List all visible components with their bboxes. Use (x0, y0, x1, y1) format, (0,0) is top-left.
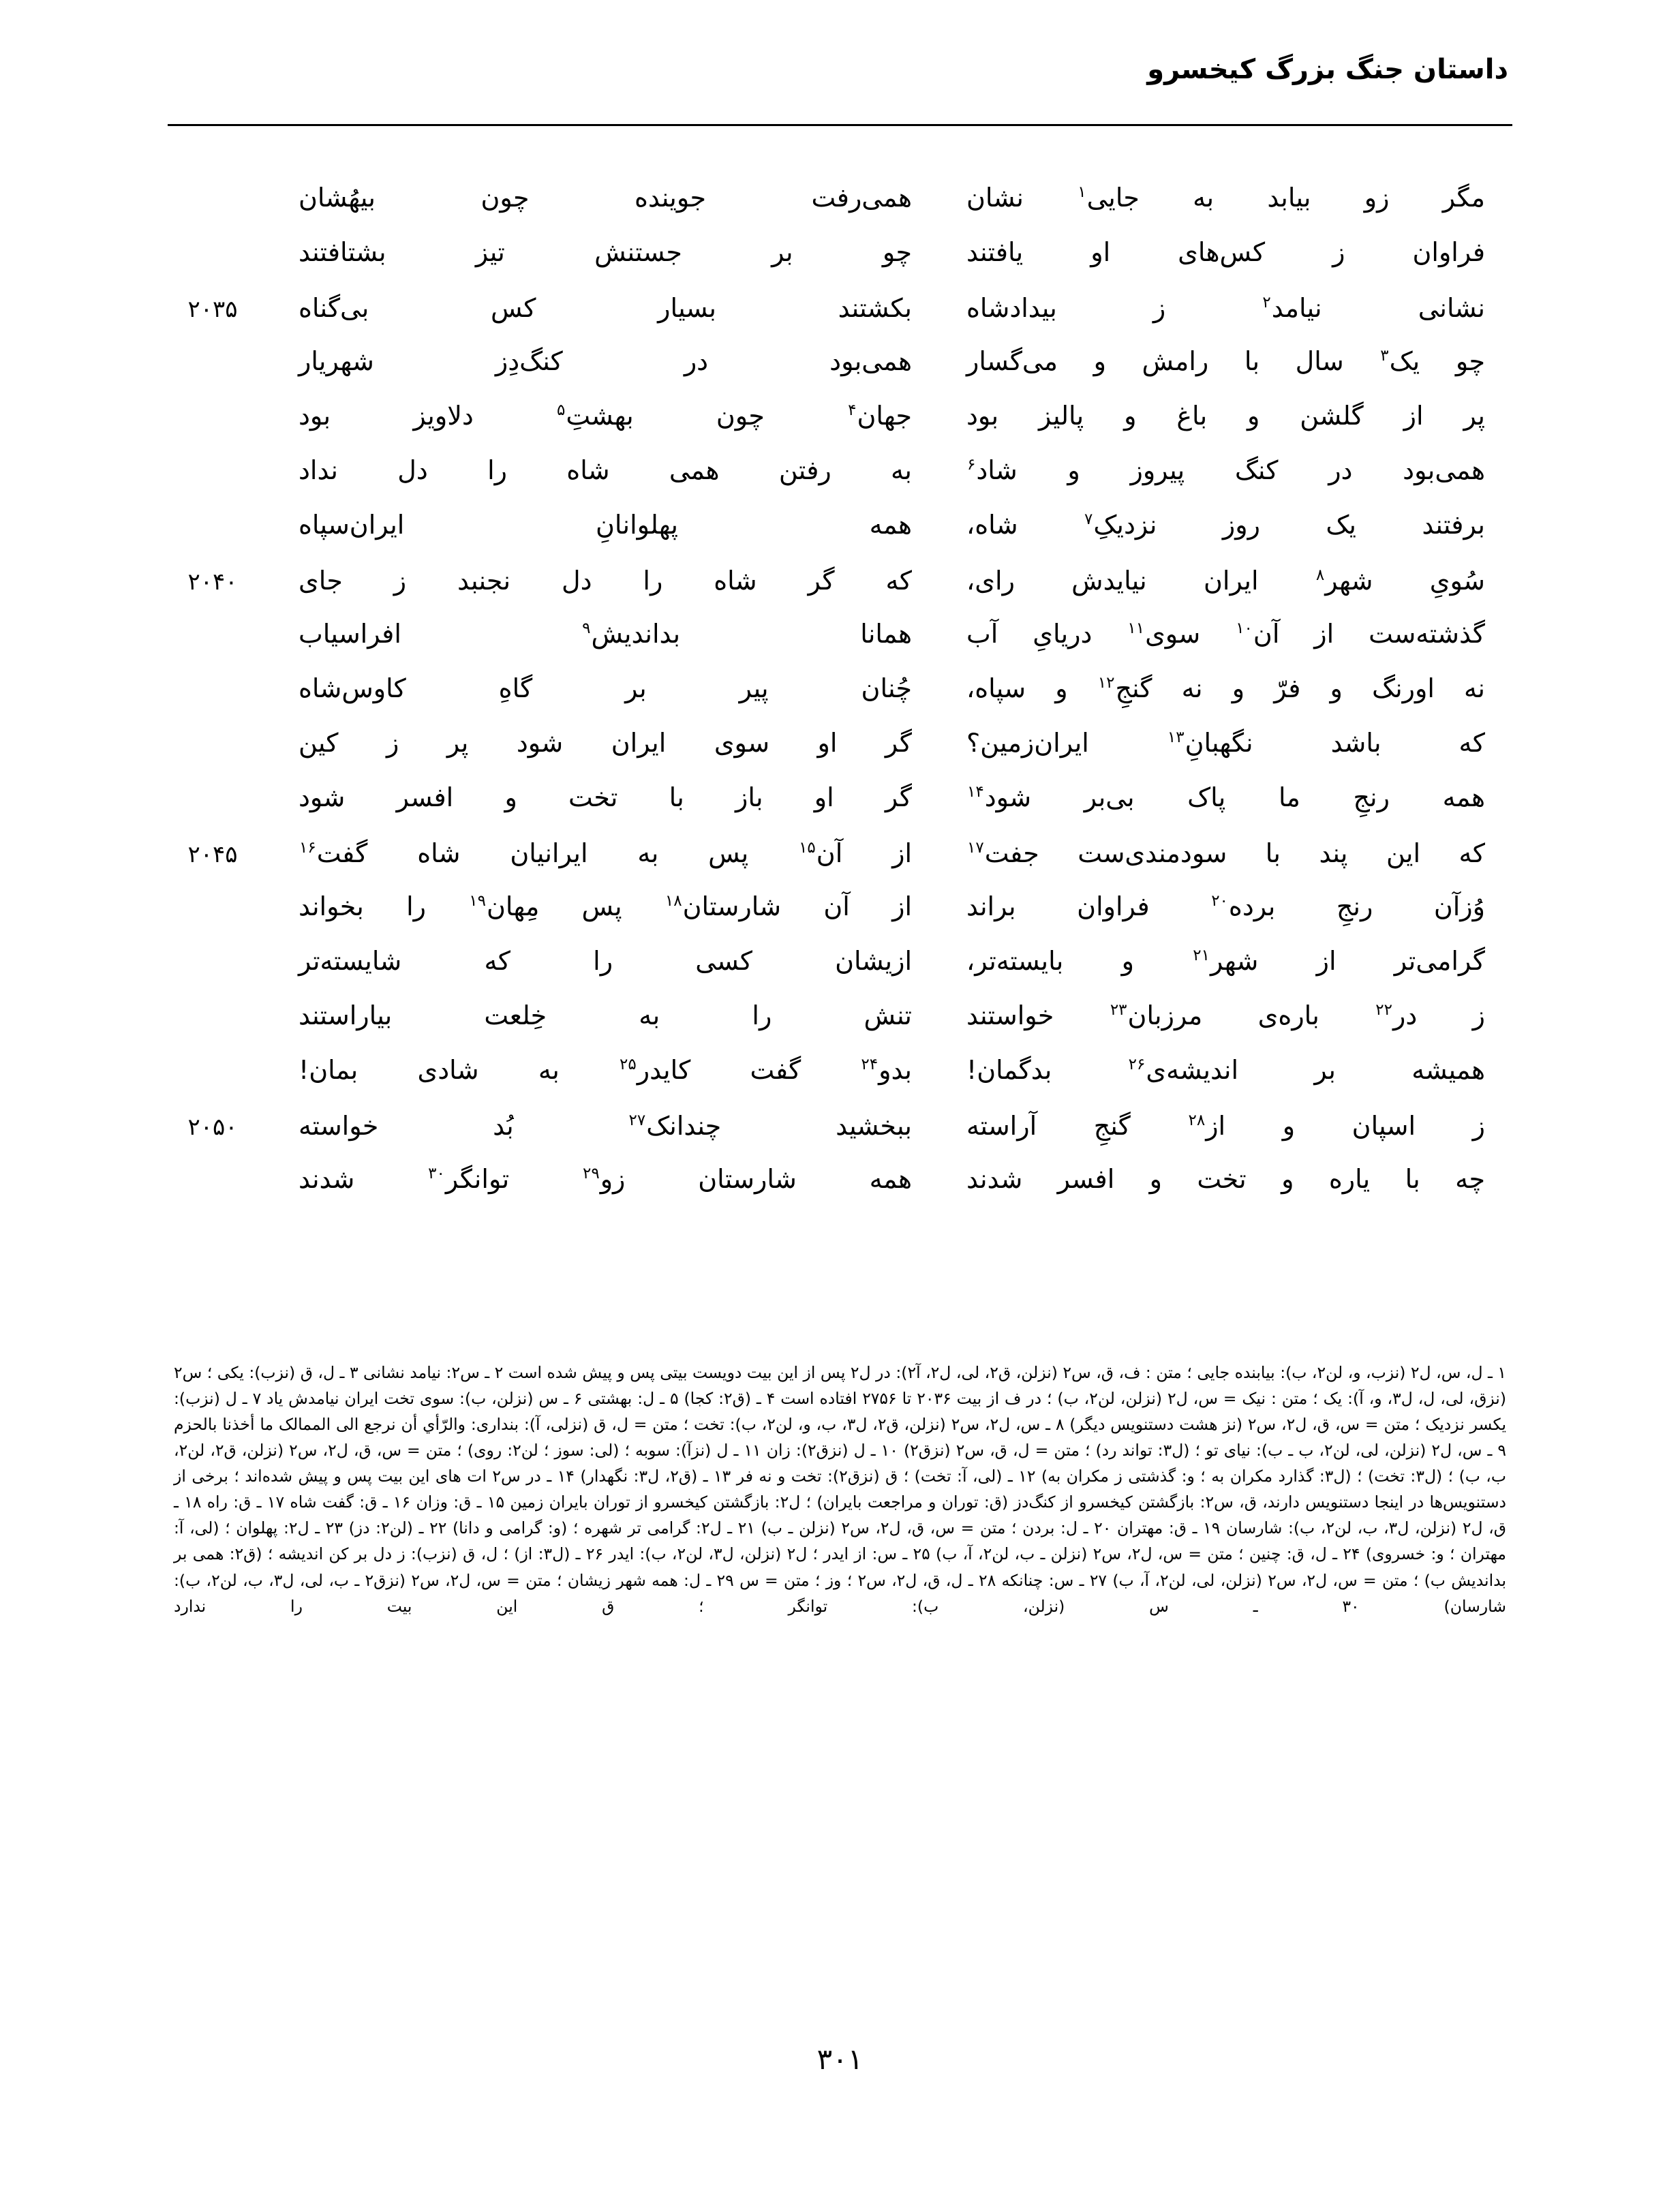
verse-row (168, 1000, 1512, 1055)
verse-row (168, 564, 1512, 619)
hemistich-second: فراوان ز کس‌های او یافتند (966, 237, 1485, 267)
hemistich-second: گرامی‌تر از شهر$^{۲۱}$ و بایسته‌تر، (966, 946, 1485, 976)
hemistich-second: همه رنجِ ما پاک بی‌بر شود$^{۱۴}$ (967, 782, 1485, 812)
hemistich-first: بدو$^{۲۴}$ گفت کایدر$^{۲۵}$ به شادی بمان! (299, 1055, 912, 1085)
hemistich-second: گذشته‌ست از آن$^{۱۰}$ سوی$^{۱۱}$ دریایِ آب (966, 619, 1485, 649)
hemistich-first: از آن$^{۱۵}$ پس به ایرانیان شاه گفت$^{۱۶}$ (299, 838, 912, 868)
hemistich-first: که گر شاه را دل نجنبد ز جای (299, 566, 912, 596)
verse-row (168, 1055, 1512, 1109)
hemistich-first: همه پهلوانانِ ایران‌سپاه (299, 510, 912, 540)
verse-row (168, 782, 1512, 837)
verse-number (168, 1020, 258, 1024)
hemistich-first: چُنان پیر بر گاهِ کاوس‌شاه (299, 673, 912, 703)
verse-number: ۲۰۴۰ (187, 568, 238, 596)
hemistich-second: ز اسپان و از$^{۲۸}$ گنجِ آراسته (966, 1111, 1485, 1141)
hemistich-first: ببخشید چندانک$^{۲۷}$ بُد خواسته (299, 1111, 913, 1141)
hemistich-first: جهان$^۴$ چون بهشتِ$^۵$ دلاویز بود (299, 401, 912, 431)
running-head (172, 52, 1508, 100)
hemistich-second: سُویِ شهر$^۸$ ایران نیایدش رای، (966, 566, 1485, 596)
hemistich-second: وُزآن رنجِ برده$^{۲۰}$ فراوان براند (966, 891, 1485, 921)
hemistich-first: همه شارستان زو$^{۲۹}$ توانگر$^{۳۰}$ شدند (299, 1164, 912, 1194)
verse-row (168, 183, 1512, 237)
verse-row (168, 401, 1512, 455)
hemistich-second: برفتند یک روز نزدیکِ$^۷$ شاه، (966, 510, 1486, 540)
hemistich-first: همی‌رفت جوینده چون بیهُشان (299, 183, 912, 213)
verse-number (168, 530, 258, 534)
footnotes-text: ۱ ـ ل، س، ل٢ (نزب، و، لن٢، ب): بیابنده جایی ؛ متن : ف، ق، س٢ (نزلن، ق٢، لی، ل٢، آ٢): در ل٢ پس از این بیت دویست بیتی پس و پیش شده است ۲ ـ س٢: نیامد نشانی ۳ ـ ل، ق (نزب): یکی ؛ س٢ (نزق، لی، ل، ل٣، و، آ): یک ؛ متن : نیک = س، ل٢ (نزلن، لن٢، ب) ؛ در ف از بیت ۲۰۳۶ تا ۲۷۵۶ افتاده است ۴ ـ (ق٢: کجا) ۵ ـ ل: بهشتی ۶ ـ س (نزلن، ب): سوی تخت ایران نیامدش یاد ۷ ـ ل (نزب): یکسر نزدیک ؛ متن = س، ق، ل٢، س٢ (نز هشت دستنویس دیگر) ۸ ـ س، ل٢، س٢ (نزلن، ق٢، ل٣، ب، و، لن٢، ب): تخت ؛ متن = ل، ق (نزلی، آ): بنداری: والرّأي أن نرجع الى الممالک ما أخذنا بالحزم ۹ ـ س، ل٢ (نزلن، لی، لن٢، ب ـ ب): نیای تو ؛ (ل٣: تواند رد) ؛ متن = ل، ق، س٢ (نزق٢) ۱۰ ـ ل (نزق٢): زان ۱۱ ـ ل (نزآ): سوبه ؛ (لی: سوز ؛ لن٢: روی) ؛ متن = س، ق، ل٢، س٢ (نزلن، ق٢، لن٢، ب، ب) ؛ (ل٣: تخت) ؛ (ل٣: گذارد مکران به ؛ و: گذشتی ز مکران به) ۱۲ ـ (لی، آ: تخت) ؛ ق (نزق٢): تخت و نه فر ۱۳ ـ (ق٢، ل٣: نگهدار) ۱۴ ـ در س٢ ات های این بیت پس و پیش شده‌اند ؛ برخی از دستنویس‌ها در اینجا دستنویس دارند، ق، س٢: بازگشتن کیخسرو از کنگ‌دز (ق: توران و مراجعت بایران) ؛ ل٢: بازگشتن کیخسرو از توران بایران زمین ۱۵ ـ ق: وزان ۱۶ ـ ق: گفت شاه ۱۷ ـ ق: راه ۱۸ ـ ق، ل٢ (نزلن، ل٣، ب، لن٢، ب): شارسان ۱۹ ـ ق: مهتران ۲۰ ـ ل: بردن ؛ متن = س، ق، ل٢، س٢ (نزلن ـ ب) ۲۱ ـ ل٢: گرامی تر شهره ؛ (و: گرامی و دانا) ۲۲ ـ (لن٢: دز) ۲۳ ـ ل٢: پهلوان ؛ (لی، آ: مهتران ؛ و: خسروی) ۲۴ ـ ل، ق: چنین ؛ متن = س، ل٢، س٢ (نزلن ـ ب، لن٢، آ، ب) ۲۵ ـ س: از ایدر ؛ ل٢ (نزلن، ل٣، لن٢، ب): ایدر ۲۶ ـ (ل٣: از) ؛ ل، ق (نزب): ز دل بر کن اندیشه ؛ (ق٢: همی بر بداندیش ب) ؛ متن = س، ل٢، س٢ (نزلن، لی، لن٢، آ، ب) ۲۷ ـ س: چنانکه ۲۸ ـ ل، ق، ل٢، س٢ ؛ وز ؛ متن = س ۲۹ ـ ل: همه شهر زیشان ؛ متن = س، ل٢، س٢ (نزق٢ ـ ب، لی، ل٣، ب، لن٢، ب): شارسان) ۳۰ ـ س (نزلن، ب): توانگر ؛ ق این بیت را ندارد (174, 1363, 1507, 1616)
hemistich-second: نشانی نیامد$^۲$ ز بیدادشاه (966, 293, 1485, 323)
hemistich-second: چو یک$^۳$ سال با رامش و می‌گسار (966, 346, 1485, 376)
hemistich-second: که این پند با سودمندی‌ست جفت$^{۱۷}$ (967, 838, 1485, 868)
hemistich-second: مگر زو بیابد به جایی$^۱$ نشان (966, 183, 1485, 213)
hemistich-second: پر از گلشن و باغ و پالیز بود (966, 401, 1485, 431)
verse-number (168, 966, 258, 970)
page-number: ۳۰۱ (816, 2042, 864, 2076)
verse-number (168, 693, 258, 697)
running-head-title: داستان جنگ بزرگ کیخسرو (1147, 54, 1508, 85)
hemistich-second: که باشد نگهبانِ$^{۱۳}$ ایران‌زمین؟ (966, 728, 1485, 758)
hemistich-first: گر او سوی ایران شود پر ز کین (299, 728, 912, 758)
verse-number (168, 202, 258, 206)
verse-row (168, 891, 1512, 946)
verse-block (168, 183, 1512, 1219)
hemistich-first: همانا بداندیش$^۹$ افراسیاب (299, 619, 912, 649)
hemistich-first: از آن شارستان$^{۱۸}$ پس مِهان$^{۱۹}$ را بخواند (299, 891, 912, 921)
hemistich-first: ازیشان کسی را که شایسته‌تر (299, 946, 912, 976)
verse-number (168, 475, 258, 479)
verse-row (168, 946, 1512, 1000)
hemistich-second: ز در$^{۲۲}$ باره‌ی مرزبان$^{۲۳}$ خواستند (966, 1000, 1485, 1030)
hemistich-second: چه با یاره و تخت و افسر شدند (966, 1164, 1485, 1194)
hemistich-first: چو بر جستنش تیز بشتافتند (299, 237, 912, 267)
verse-number: ۲۰۵۰ (187, 1114, 238, 1141)
hemistich-first: بکشتند بسیار کس بی‌گناه (299, 293, 912, 323)
hemistich-first: تنش را به خِلعت بیاراستند (299, 1000, 912, 1030)
verse-row (168, 673, 1512, 728)
header-rule-divider (168, 124, 1512, 126)
hemistich-second: همیشه بر اندیشه‌ی$^{۲۶}$ بدگمان! (966, 1055, 1485, 1085)
verse-row (168, 619, 1512, 673)
verse-number (168, 420, 258, 425)
verse-number: ۲۰۴۵ (187, 841, 238, 868)
hemistich-second: نه اورنگ و فرّ و نه گنجِ$^{۱۲}$ و سپاه، (966, 673, 1485, 703)
footnotes-block (174, 1360, 1506, 1619)
verse-row (168, 1109, 1512, 1164)
verse-row (168, 455, 1512, 510)
verse-number (168, 748, 258, 752)
verse-row (168, 346, 1512, 401)
hemistich-second: همی‌بود در کنگ پیروز و شاد$^۶$ (967, 455, 1485, 485)
hemistich-first: به رفتن همی شاه را دل نداد (299, 455, 912, 485)
verse-number (168, 1075, 258, 1079)
verse-number (168, 802, 258, 806)
verse-row (168, 237, 1512, 292)
verse-number (168, 911, 258, 915)
hemistich-first: گر او باز با تخت و افسر شود (299, 782, 912, 812)
verse-row (168, 292, 1512, 346)
verse-row (168, 510, 1512, 564)
hemistich-first: همی‌بود در کنگ‌دِز شهریار (299, 346, 912, 376)
verse-number (168, 639, 258, 643)
verse-number (168, 1184, 258, 1188)
verse-number (168, 366, 258, 370)
verse-row (168, 1164, 1512, 1219)
verse-number: ۲۰۳۵ (187, 296, 238, 323)
verse-number (168, 257, 258, 261)
verse-row (168, 728, 1512, 782)
verse-row (168, 837, 1512, 891)
